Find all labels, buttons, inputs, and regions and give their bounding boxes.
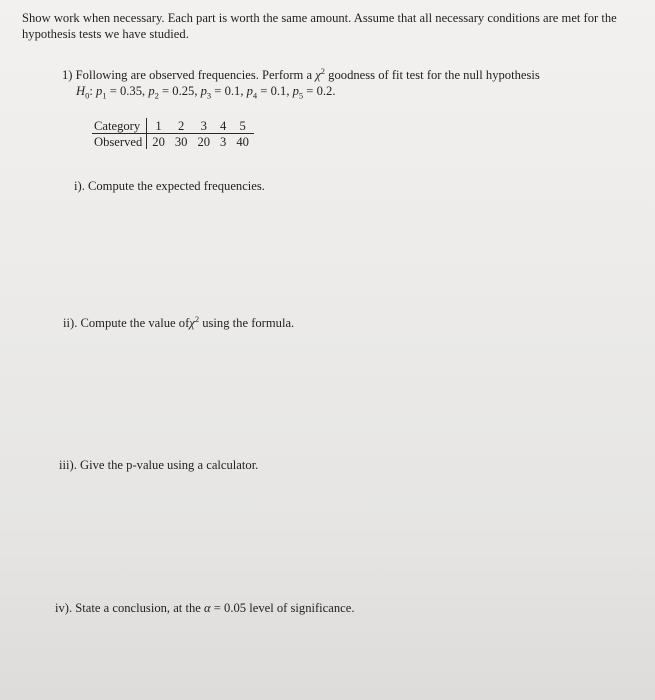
- hyp-term: $p_2 = 0.25$: [148, 84, 195, 101]
- chi-symbol: χ: [189, 316, 195, 330]
- null-hypothesis: $H_0$: $p_1 = 0.35$, $p_2 = 0.25$, $p_3 = 0.1$, $p_4 = 0.1$, $p_5 = 0.2$.: [76, 84, 336, 101]
- category-label: Category: [92, 118, 147, 134]
- frequency-table: [92, 118, 254, 149]
- category-cell: 3: [192, 118, 215, 134]
- observed-cell: 40: [236, 135, 249, 149]
- hyp-term: $p_3 = 0.1$: [200, 84, 241, 101]
- chi-exponent: 2: [194, 313, 200, 324]
- category-cell: 2: [170, 118, 193, 134]
- chi-symbol: χ: [315, 68, 321, 82]
- category-row: [92, 118, 254, 134]
- part-iv-question: iv). State a conclusion, at the α = 0.05 level of significance.: [55, 601, 355, 615]
- category-cell: 5: [231, 118, 254, 134]
- observed-cell: 3: [220, 135, 227, 149]
- part-ii-question: ii). Compute the value ofχ$^2$ using the formula.: [63, 313, 295, 330]
- instructions-text: Show work when necessary. Each part is worth the same amount. Assume that all necessary conditions are met for the hypothesis tests we have studied.: [22, 11, 617, 41]
- observed-cell: 20: [197, 135, 211, 149]
- category-cell: 4: [215, 118, 231, 134]
- hyp-term: $p_4 = 0.1$: [246, 84, 287, 101]
- observed-cell: 20: [152, 135, 165, 149]
- problem-text-after: goodness of fit test for the null hypothesis: [328, 68, 540, 82]
- alpha-symbol: α: [204, 601, 211, 615]
- hyp-term: $p_1 = 0.35$: [96, 84, 143, 101]
- hyp-term: $p_5 = 0.2$: [292, 84, 333, 101]
- part-i-question: i). Compute the expected frequencies.: [74, 179, 265, 193]
- problem-text-before: Following are observed frequencies. Perform a: [75, 68, 313, 82]
- chi-exponent: 2: [320, 65, 326, 76]
- problem-number: 1): [62, 68, 73, 82]
- observed-cell: 30: [174, 135, 188, 149]
- observed-label: Observed: [92, 134, 147, 150]
- problem-1-statement: [62, 67, 642, 83]
- part-iii-question: iii). Give the p-value using a calculator.: [59, 458, 259, 472]
- category-cell: 1: [147, 118, 170, 134]
- observed-row: [92, 134, 254, 150]
